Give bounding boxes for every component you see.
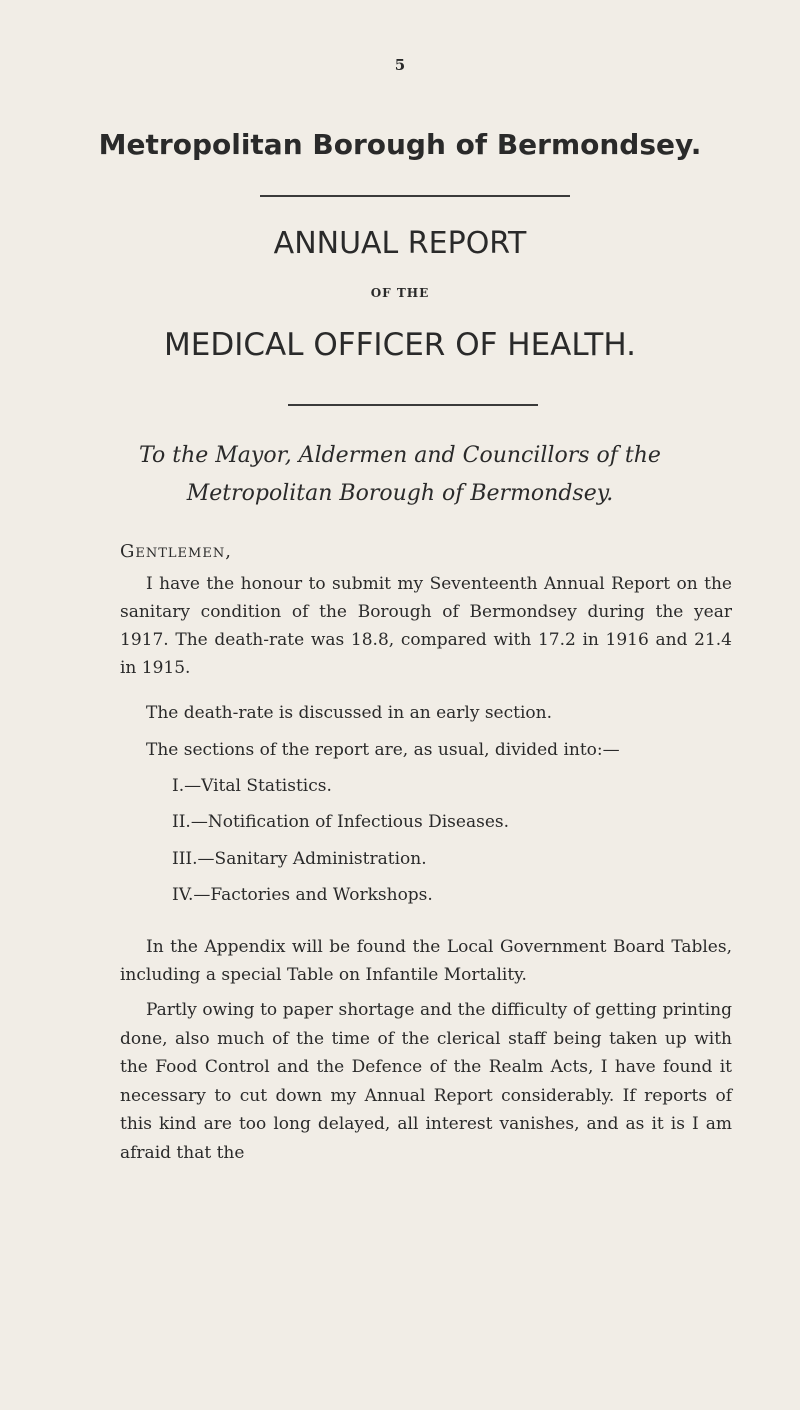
appendix-paragraph: In the Appendix will be found the Local Government Board Tables, including a special Table on Infantile Mortality. — [120, 937, 732, 985]
page-number: 5 — [394, 56, 406, 74]
of-the-label: OF THE — [370, 286, 430, 300]
section-item: II.—Notification of Infectious Diseases. — [172, 812, 510, 832]
section-item: IV.—Factories and Workshops. — [172, 885, 433, 905]
sections-intro: The sections of the report are, as usual, divided into:— — [146, 740, 620, 760]
intro-paragraph: I have the honour to submit my Seventeenth Annual Report on the sanitary condition of the Borough of Bermondsey during the year 1917. The death-rate was 18.8, compared with 17.2 in 1916 and 21.4 in 1915. — [120, 574, 732, 678]
section-item: I.—Vital Statistics. — [172, 776, 332, 796]
report-title: ANNUAL REPORT — [273, 226, 527, 261]
section-item: III.—Sanitary Administration. — [172, 849, 427, 869]
death-rate-sentence: The death-rate is discussed in an early section. — [146, 703, 552, 723]
address-line: Metropolitan Borough of Bermondsey. — [186, 481, 614, 506]
borough-title: Metropolitan Borough of Bermondsey. — [98, 128, 702, 161]
divider-rule — [260, 195, 570, 197]
salutation: Gentlemen, — [120, 541, 232, 562]
address-line: To the Mayor, Aldermen and Councillors of the — [139, 443, 661, 468]
divider-rule — [288, 404, 538, 406]
officer-title: MEDICAL OFFICER OF HEALTH. — [164, 327, 636, 363]
shortage-paragraph: Partly owing to paper shortage and the difficulty of getting printing done, also much of the time of the clerical staff being taken up with the Food Control and the Defence of the Realm Acts, I have found it necessary to cut down my Annual Report considerably. If reports of this kind are too long delayed, all interest vanishes, and as it is I am afraid that the — [120, 1000, 732, 1163]
